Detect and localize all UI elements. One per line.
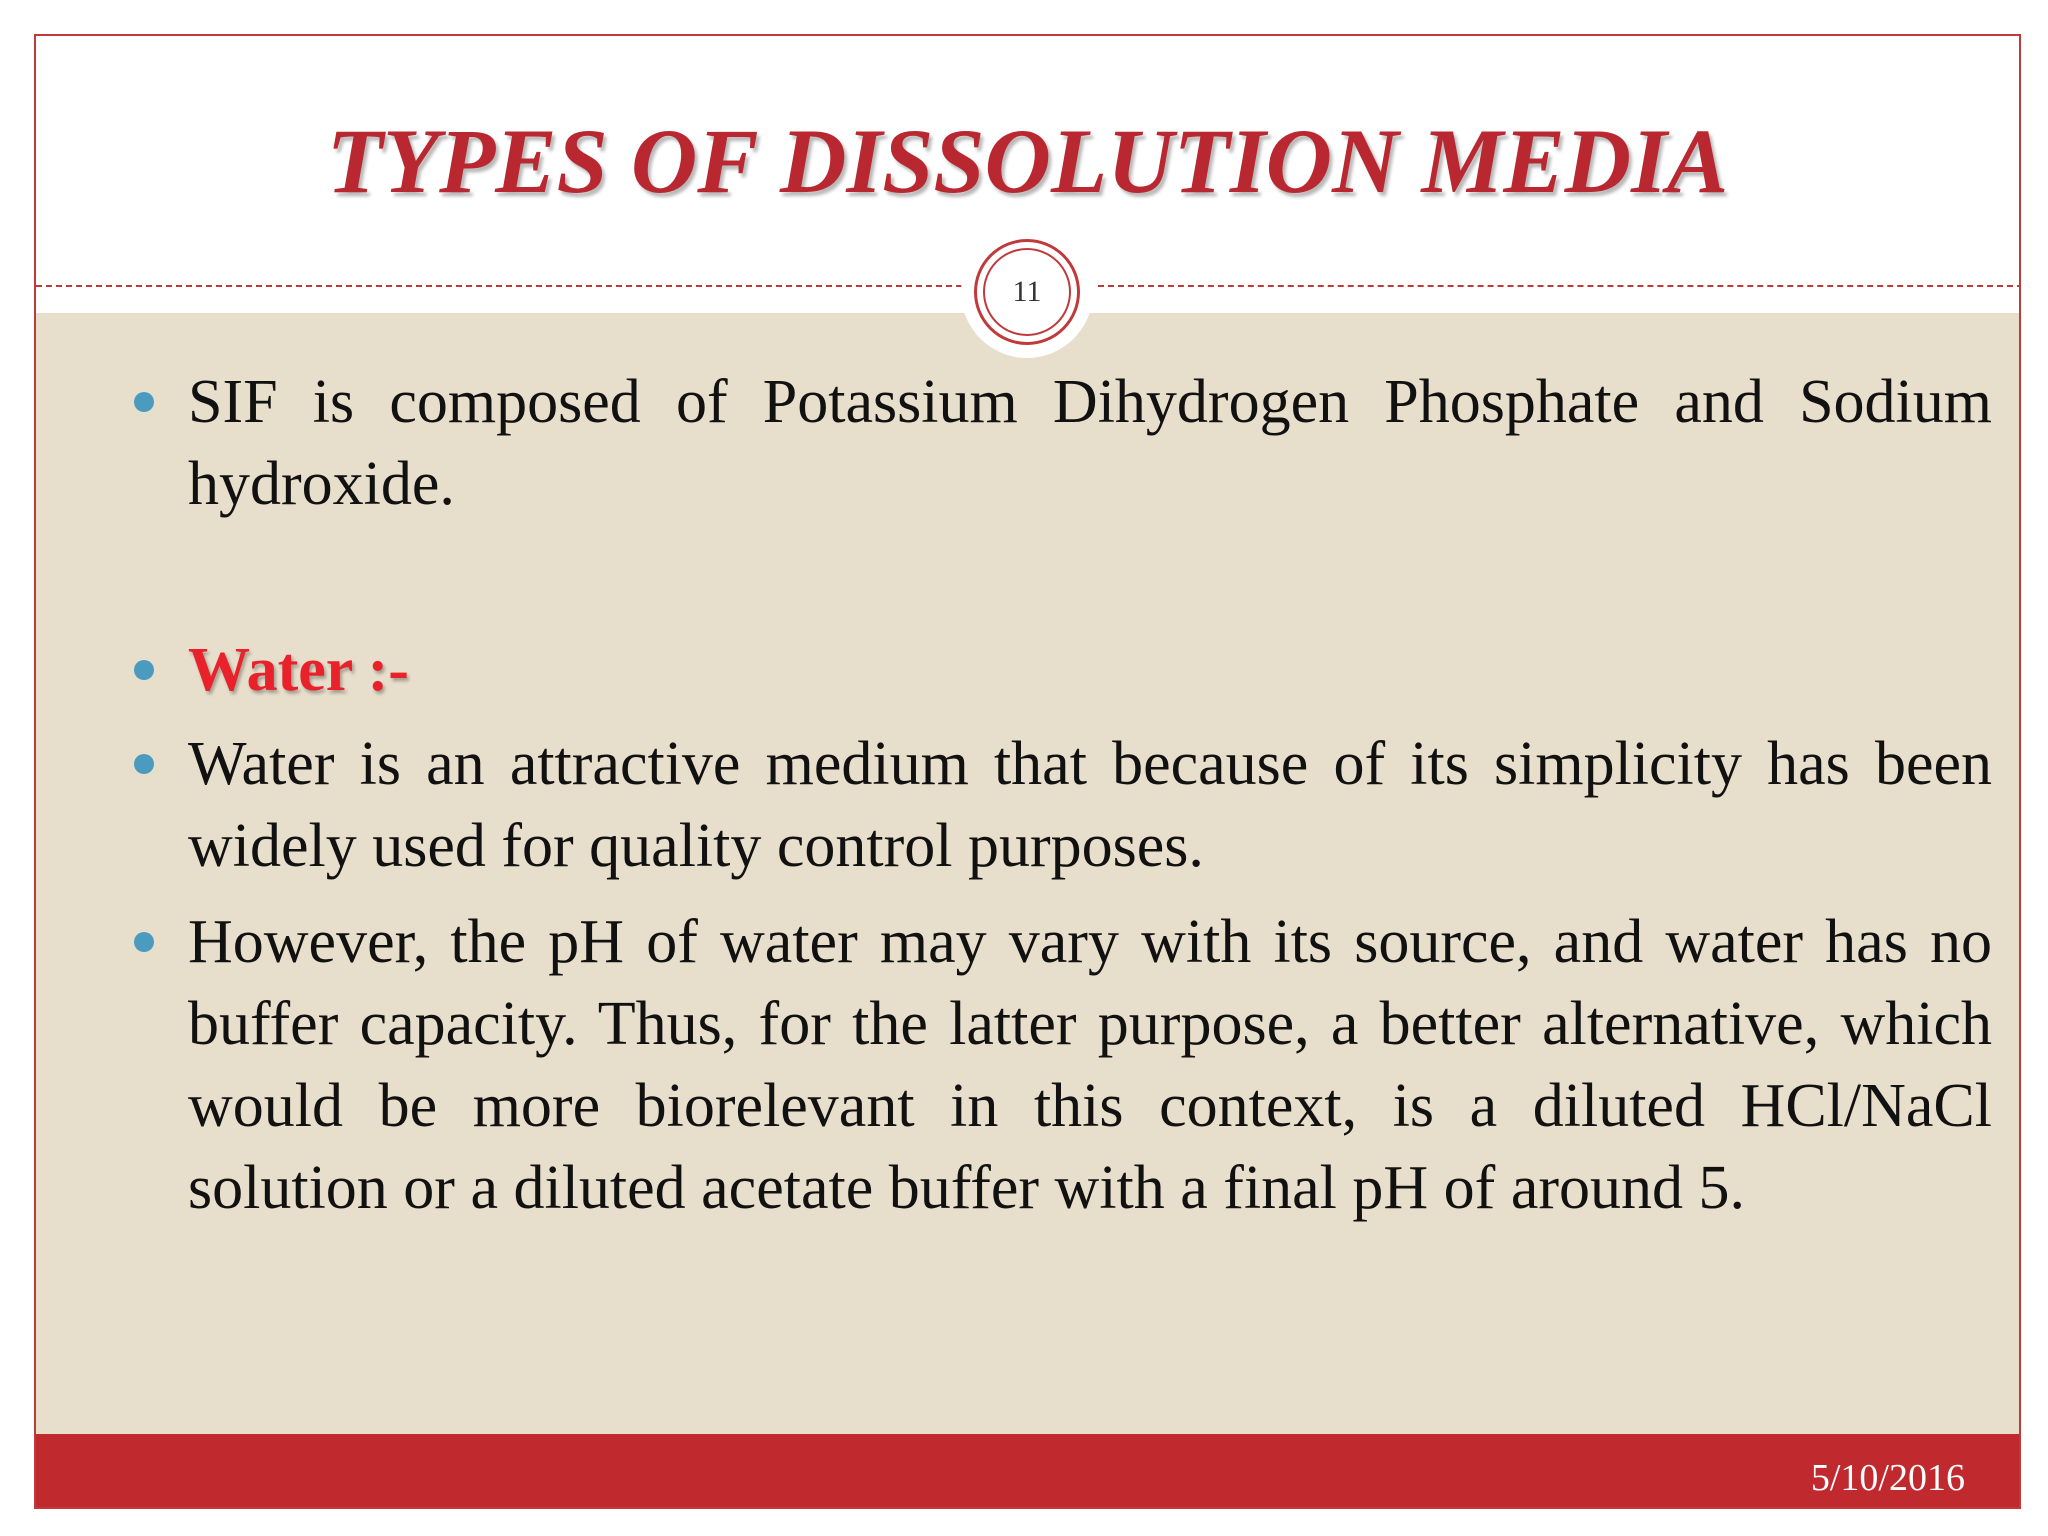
slide (34, 34, 2021, 1509)
header-divider-left (36, 285, 962, 287)
bullet-item-water-description (126, 723, 1992, 887)
bullet-text: However, the pH of water may vary with its source, and water has no buffer capacity. Thus, for the latter purpose, a better alternative, which would be more biorelevant in this context, is a diluted HCl/NaCl solution or a diluted acetate buffer with a final pH of around 5. (188, 908, 1992, 1222)
slide-footer (36, 1434, 2019, 1509)
bullet-item-ph-variation (126, 901, 1992, 1229)
bullet-dot-icon (134, 392, 154, 412)
spacer (126, 711, 1992, 723)
bullet-heading-text: Water :- (188, 636, 409, 704)
bullet-item-water-heading (126, 629, 1992, 711)
footer-date: 5/10/2016 (1810, 1457, 1965, 1499)
bullet-item-sif (126, 361, 1992, 525)
slide-title: TYPES OF DISSOLUTION MEDIA (326, 110, 1729, 212)
bullet-text: Water is an attractive medium that because of its simplicity has been widely used for quality control purposes. (188, 730, 1992, 880)
slide-number-badge (983, 248, 1071, 336)
spacer (126, 887, 1992, 901)
bullet-dot-icon (134, 754, 154, 774)
bullet-dot-icon (134, 660, 154, 680)
bullet-list (126, 361, 1992, 1229)
header-divider-right (1098, 285, 2021, 287)
bullet-text: SIF is composed of Potassium Dihydrogen Phosphate and Sodium hydroxide. (188, 368, 1992, 518)
slide-number: 11 (1012, 275, 1042, 308)
spacer (126, 525, 1992, 629)
bullet-dot-icon (134, 932, 154, 952)
